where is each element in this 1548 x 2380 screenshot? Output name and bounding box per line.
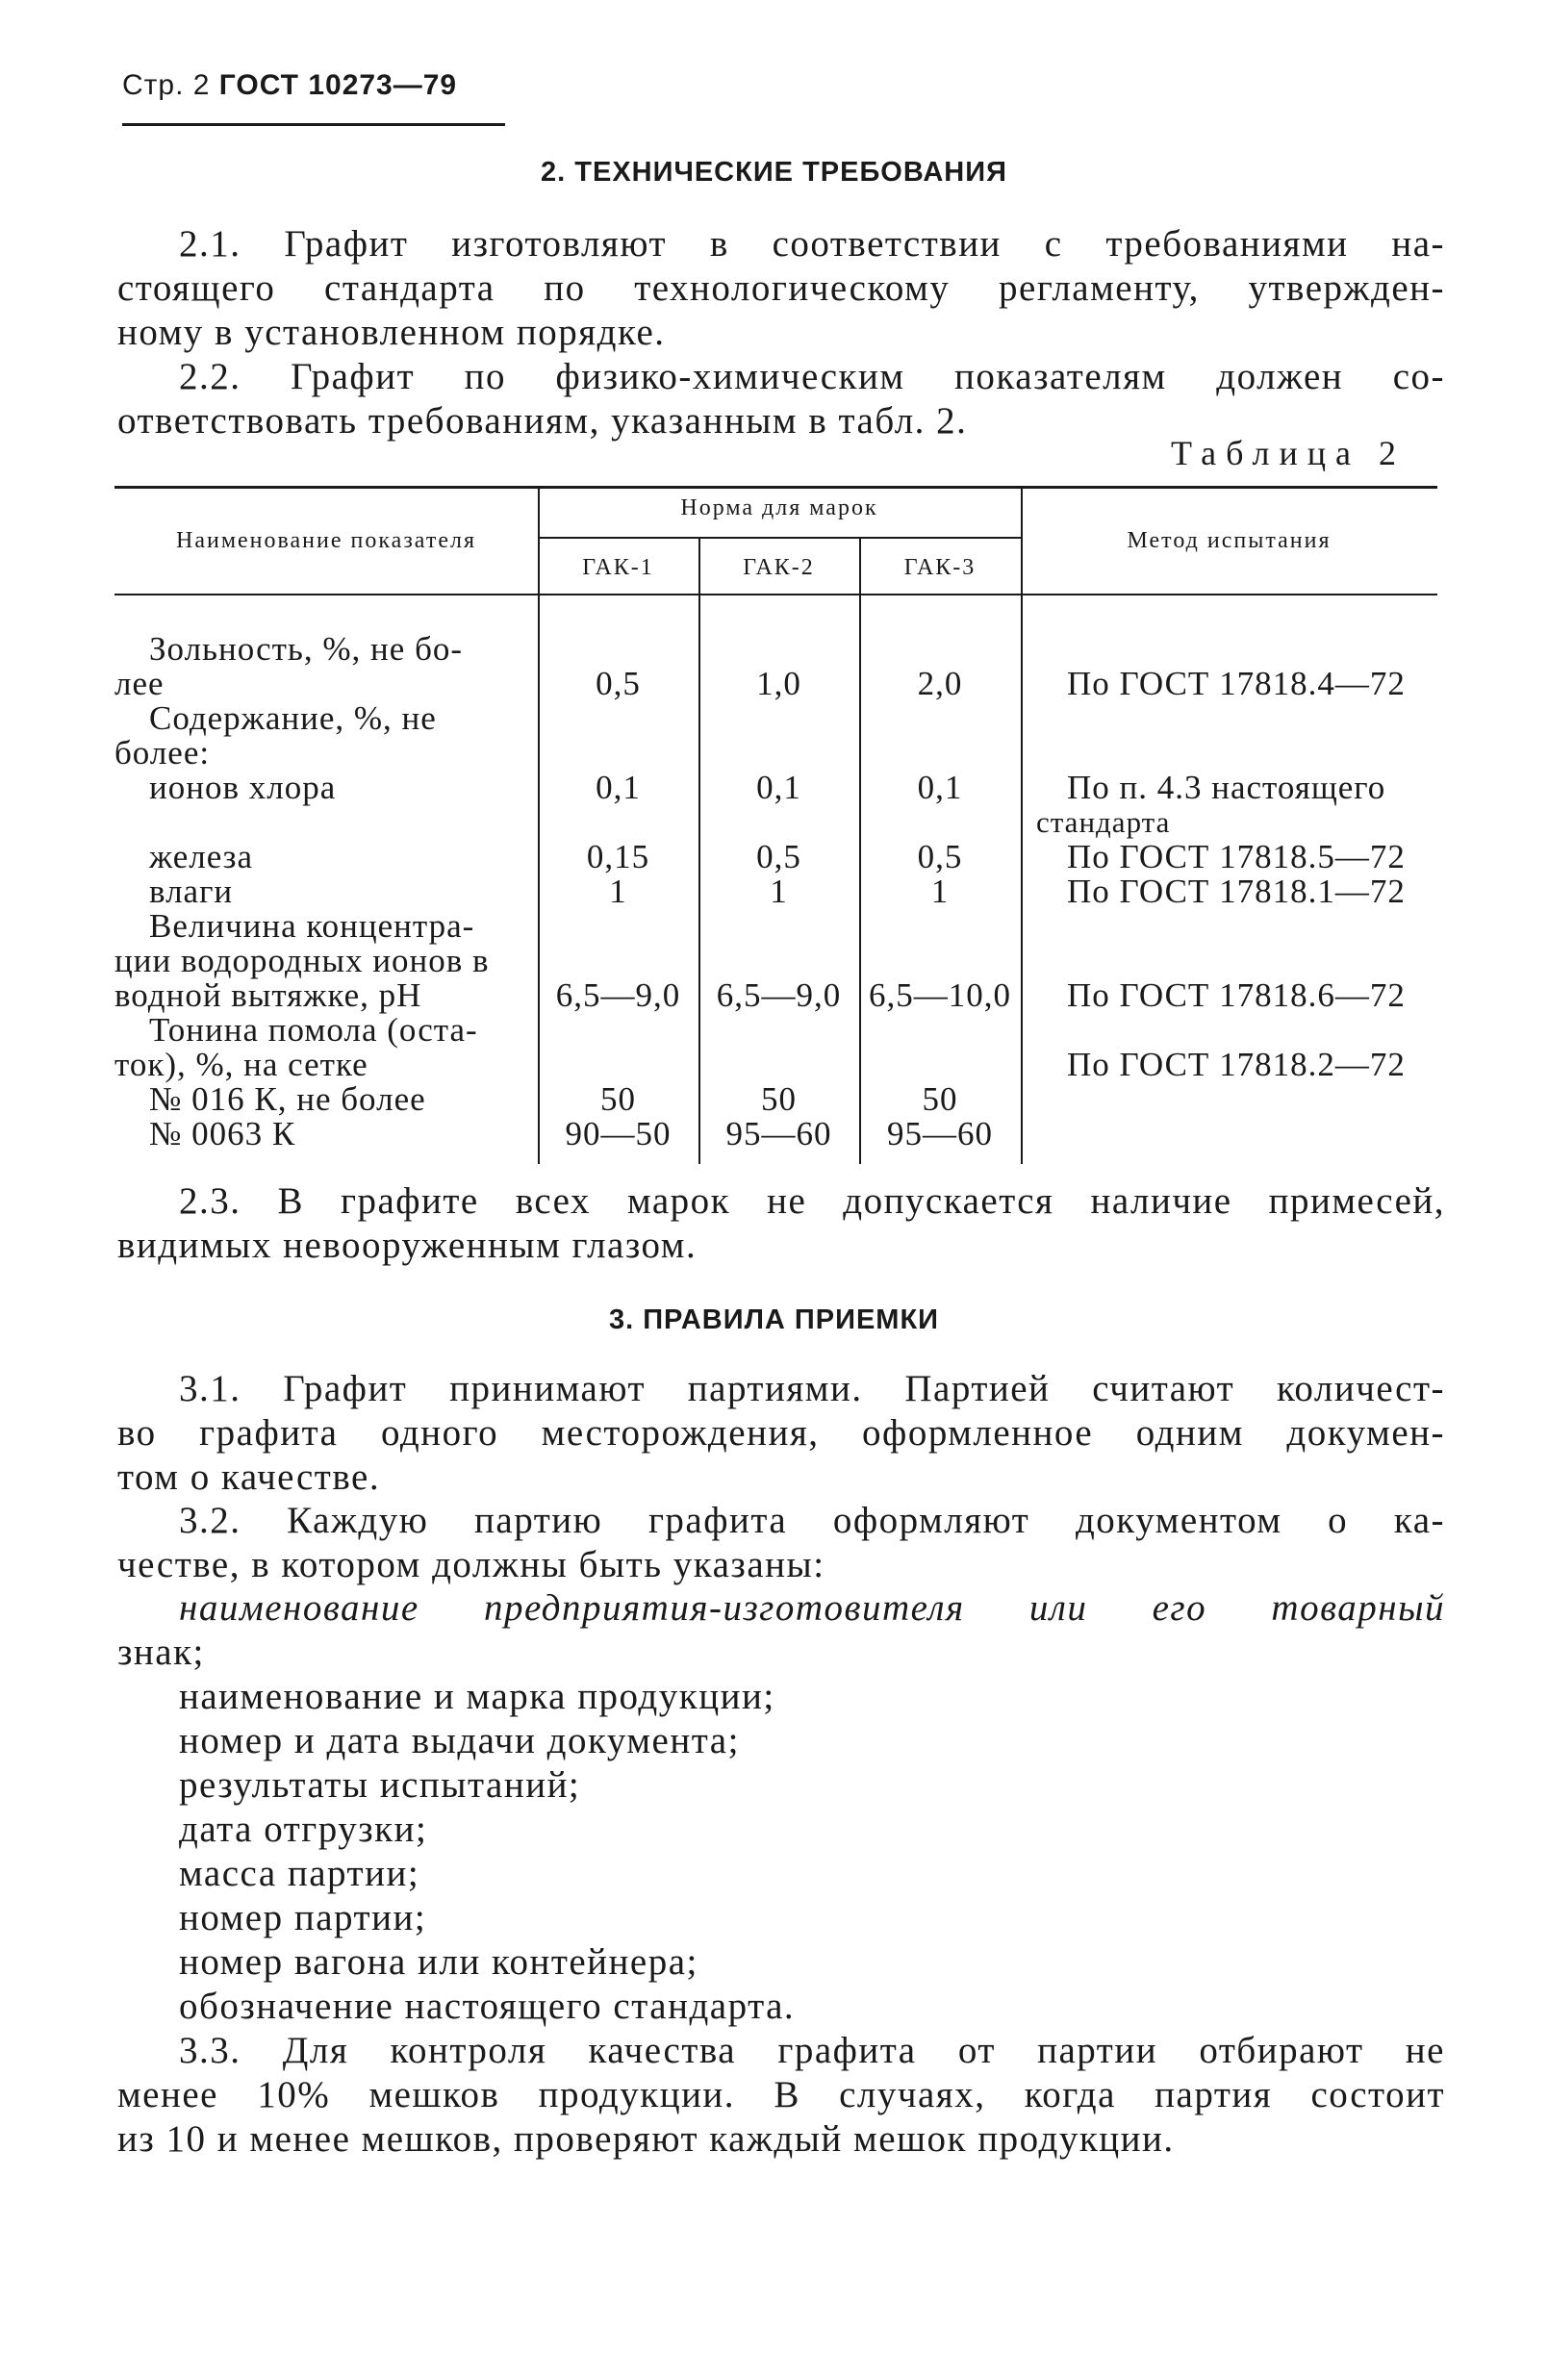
- row-name: ионов хлора: [149, 769, 337, 806]
- paragraph-3-3-line: из 10 и менее мешков, проверяют каждый мешок продукции.: [117, 2118, 1175, 2160]
- row-name: водной вытяжке, pH: [114, 976, 422, 1014]
- paragraph-2-2-line: ответствовать требованиям, указанным в табл. 2.: [117, 400, 968, 442]
- page-number: Стр. 2: [122, 69, 211, 101]
- method-cell: По п. 4.3 настоящего: [1067, 769, 1386, 806]
- row-name: Содержание, %, не: [149, 699, 437, 737]
- paragraph-2-1-line: ному в установленном порядке.: [117, 312, 666, 353]
- value-gak-2: 0,1: [756, 769, 801, 806]
- header-gak-3: ГАК-3: [903, 555, 977, 580]
- value-gak-2: 1,0: [756, 665, 801, 702]
- value-gak-3: 2,0: [917, 665, 963, 702]
- value-gak-2: 6,5—9,0: [716, 976, 842, 1014]
- row-name: Тонина помола (оста-: [149, 1011, 478, 1049]
- value-gak-3: 1: [930, 873, 950, 910]
- list-item: масса партии;: [179, 1853, 420, 1894]
- value-gak-1: 0,1: [596, 769, 641, 806]
- value-gak-2: 50: [761, 1080, 797, 1118]
- row-name: более:: [114, 734, 211, 772]
- header-norm: Норма для марок: [680, 495, 878, 520]
- method-cell: По ГОСТ 17818.5—72: [1067, 838, 1406, 875]
- list-item: знак;: [117, 1632, 205, 1673]
- row-name: Величина концентра-: [149, 907, 475, 945]
- table-header-rule: [114, 594, 1437, 595]
- value-gak-1: 0,15: [586, 838, 650, 875]
- method-cell: стандарта: [1036, 805, 1171, 839]
- paragraph-3-1-line: во графита одного месторождения, оформленное одним докумен-: [117, 1412, 1445, 1454]
- list-item: наименование и марка продукции;: [179, 1676, 775, 1717]
- method-cell: По ГОСТ 17818.2—72: [1067, 1046, 1406, 1083]
- page-header: [122, 69, 457, 102]
- table-col-rule: [538, 486, 540, 1164]
- value-gak-3: 0,5: [917, 838, 963, 875]
- table-caption: Таблица 2: [1171, 434, 1406, 472]
- row-name: ции водородных ионов в: [114, 942, 490, 979]
- value-gak-1: 50: [600, 1080, 636, 1118]
- value-gak-1: 0,5: [596, 665, 641, 702]
- standard-code: ГОСТ 10273—79: [218, 69, 458, 101]
- value-gak-1: 6,5—9,0: [555, 976, 681, 1014]
- list-item: номер партии;: [179, 1897, 427, 1938]
- value-gak-3: 95—60: [887, 1115, 993, 1152]
- value-gak-3: 0,1: [917, 769, 963, 806]
- paragraph-3-3-line: 3.3. Для контроля качества графита от партии отбирают не: [179, 2030, 1445, 2071]
- paragraph-3-1-line: том о качестве.: [117, 1456, 381, 1498]
- row-name: № 016 К, не более: [149, 1080, 426, 1118]
- list-item: номер вагона или контейнера;: [179, 1941, 698, 1983]
- table-top-rule: [114, 486, 1437, 489]
- value-gak-2: 95—60: [725, 1115, 832, 1152]
- value-gak-3: 50: [922, 1080, 958, 1118]
- list-item: номер и дата выдачи документа;: [179, 1720, 740, 1761]
- section-2-title: 2. ТЕХНИЧЕСКИЕ ТРЕБОВАНИЯ: [541, 157, 1007, 188]
- paragraph-3-1-line: 3.1. Графит принимают партиями. Партией считают количест-: [179, 1368, 1445, 1409]
- table-2: [114, 486, 1437, 1164]
- value-gak-3: 6,5—10,0: [869, 976, 1011, 1014]
- section-3-title: 3. ПРАВИЛА ПРИЕМКИ: [608, 1304, 940, 1335]
- paragraph-2-2-line: 2.2. Графит по физико-химическим показателям должен со-: [179, 356, 1445, 397]
- table-norm-rule: [538, 537, 1021, 539]
- value-gak-1: 1: [609, 873, 627, 910]
- row-name: Зольность, %, не бо-: [149, 630, 464, 668]
- paragraph-2-1-line: стоящего стандарта по технологическому регламенту, утвержден-: [117, 267, 1445, 309]
- method-cell: По ГОСТ 17818.4—72: [1067, 665, 1406, 702]
- header-indicator: Наименование показателя: [176, 528, 476, 553]
- paragraph-2-3-line: видимых невооруженным глазом.: [117, 1225, 698, 1266]
- list-item: наименование предприятия-изготовителя или его товарный: [179, 1587, 1445, 1629]
- paragraph-3-2-line: 3.2. Каждую партию графита оформляют документом о ка-: [179, 1500, 1445, 1541]
- list-item: результаты испытаний;: [179, 1764, 581, 1806]
- method-cell: По ГОСТ 17818.6—72: [1067, 976, 1406, 1014]
- header-rule: [122, 123, 505, 126]
- paragraph-3-2-line: честве, в котором должны быть указаны:: [117, 1544, 825, 1585]
- value-gak-2: 0,5: [756, 838, 801, 875]
- list-item: обозначение настоящего стандарта.: [179, 1986, 796, 2027]
- method-cell: По ГОСТ 17818.1—72: [1067, 873, 1406, 910]
- row-name: железа: [149, 838, 254, 875]
- paragraph-2-1-line: 2.1. Графит изготовляют в соответствии с требованиями на-: [179, 223, 1445, 265]
- paragraph-3-3-line: менее 10% мешков продукции. В случаях, когда партия состоит: [117, 2074, 1445, 2115]
- header-method: Метод испытания: [1127, 528, 1332, 553]
- row-name: лее: [114, 665, 165, 702]
- header-gak-1: ГАК-1: [582, 555, 654, 580]
- row-name: № 0063 К: [149, 1115, 296, 1152]
- list-item: дата отгрузки;: [179, 1809, 428, 1850]
- table-col-rule: [1021, 486, 1023, 1164]
- header-gak-2: ГАК-2: [743, 555, 815, 580]
- value-gak-1: 90—50: [565, 1115, 672, 1152]
- paragraph-2-3-line: 2.3. В графите всех марок не допускается наличие примесей,: [179, 1180, 1445, 1222]
- value-gak-2: 1: [770, 873, 788, 910]
- row-name: ток), %, на сетке: [114, 1046, 368, 1083]
- row-name: влаги: [149, 873, 234, 910]
